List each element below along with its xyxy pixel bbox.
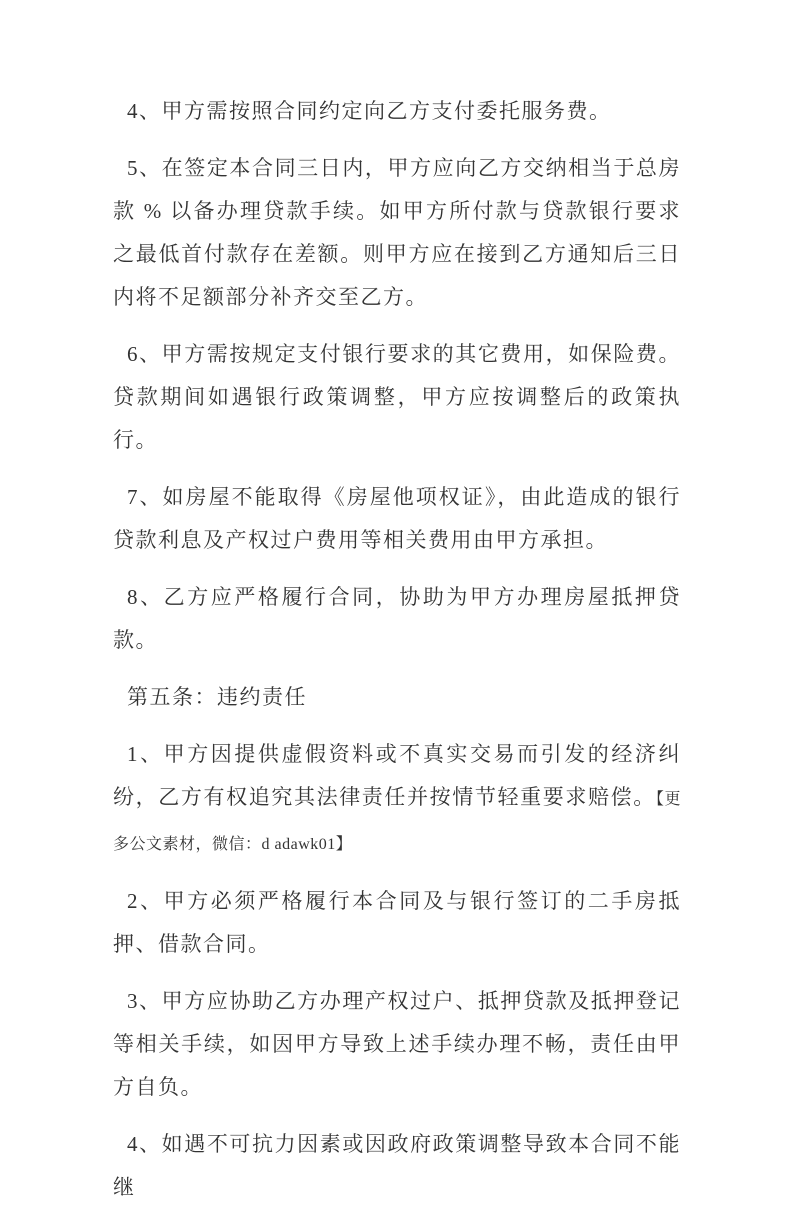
paragraph-text: 4、甲方需按照合同约定向乙方支付委托服务费。 [127,99,612,123]
paragraph [113,576,681,662]
paragraph-text: 7、如房屋不能取得《房屋他项权证》，由此造成的银行贷款利息及产权过户费用等相关费用由甲方承担。 [113,485,681,552]
paragraph-text: 8、乙方应严格履行合同，协助为甲方办理房屋抵押贷款。 [113,585,681,652]
section-heading [113,676,681,719]
paragraph-text: 4、如遇不可抗力因素或因政府政策调整导致本合同不能继 [113,1132,681,1199]
paragraph-text: 2、甲方必须严格履行本合同及与银行签订的二手房抵押、借款合同。 [113,889,681,956]
paragraph-text: 第五条：违约责任 [127,685,307,709]
paragraph [113,1123,681,1209]
paragraph [113,90,681,133]
paragraph-text: 1、甲方因提供虚假资料或不真实交易而引发的经济纠纷，乙方有权追究其法律责任并按情节轻重要求赔偿。 [113,742,681,809]
paragraph [113,733,681,866]
paragraph-text: 3、甲方应协助乙方办理产权过户、抵押贷款及抵押登记等相关手续，如因甲方导致上述手续办理不畅，责任由甲方自负。 [113,989,681,1099]
paragraph-text: 6、甲方需按规定支付银行要求的其它费用，如保险费。贷款期间如遇银行政策调整，甲方应按调整后的政策执行。 [113,342,681,452]
paragraph [113,333,681,462]
paragraph-text: 5、在签定本合同三日内，甲方应向乙方交纳相当于总房款 % 以备办理贷款手续。如甲方所付款与贷款银行要求之最低首付款存在差额。则甲方应在接到乙方通知后三日内将不足额部分补齐交至乙方。 [113,156,681,309]
paragraph [113,880,681,966]
paragraph [113,147,681,319]
paragraph [113,980,681,1109]
promo-watermark-text: 【更多公文素材，微信：d adawk01】 [113,791,681,853]
paragraph [113,476,681,562]
